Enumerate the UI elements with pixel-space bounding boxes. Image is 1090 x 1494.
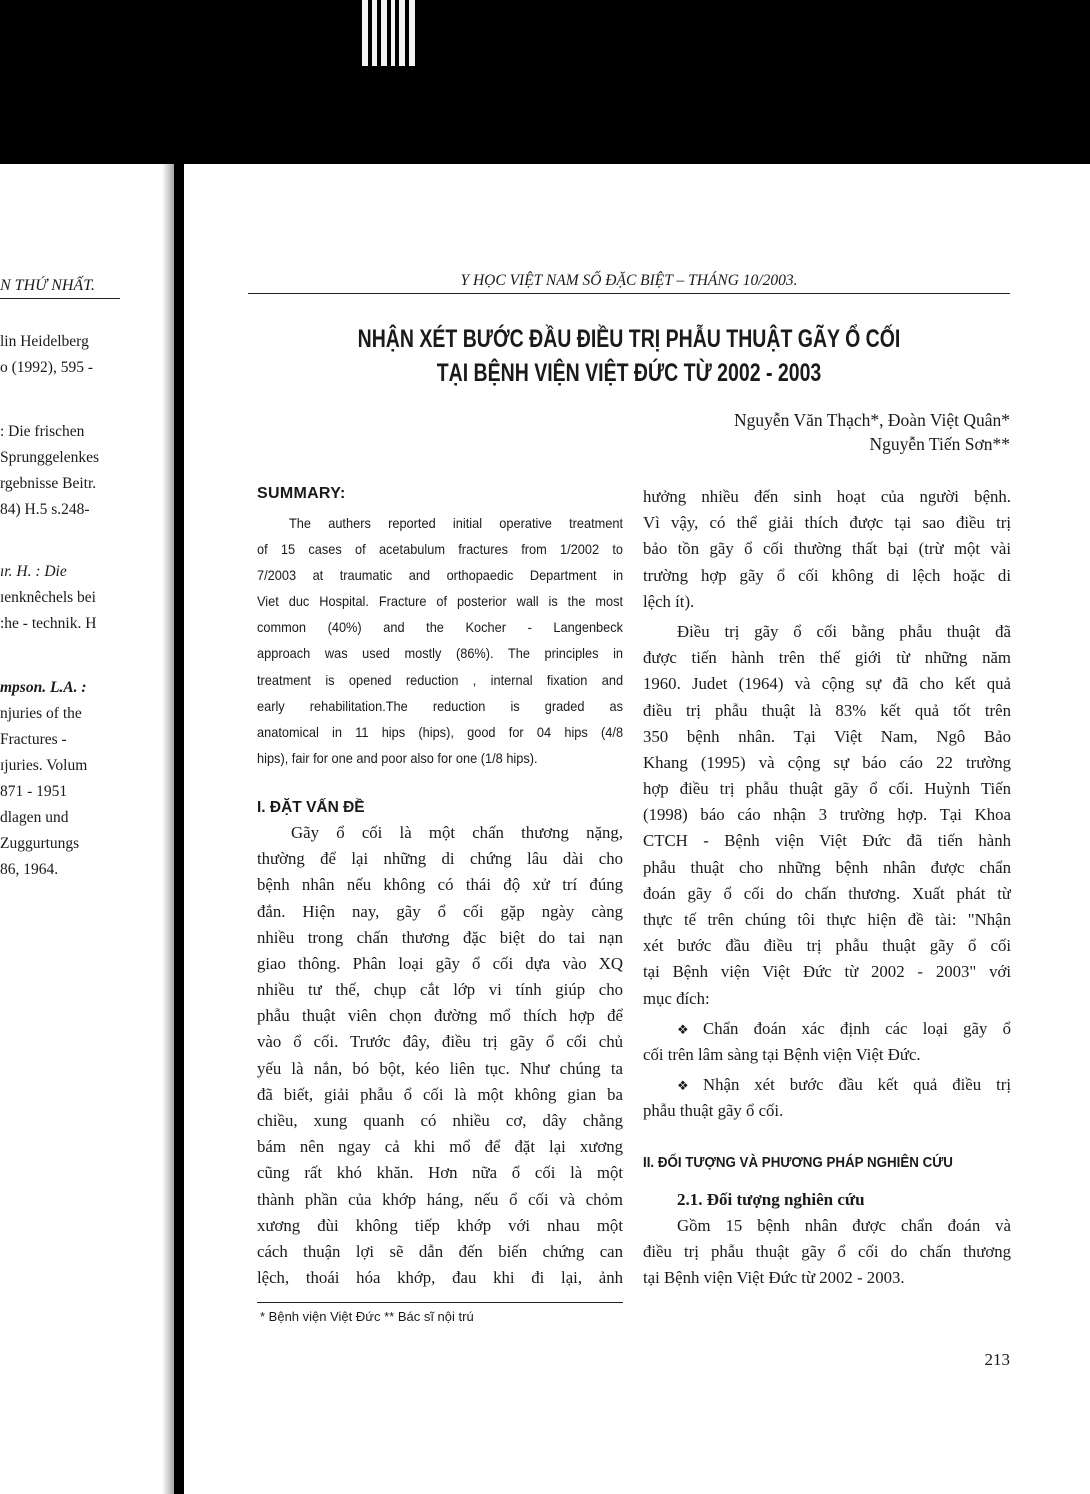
scan-gutter — [174, 152, 184, 1494]
bullet-icon: ❖ — [677, 1021, 689, 1037]
summary-line: Viet duc Hospital. Fracture of posterior wall is the most — [257, 594, 624, 610]
summary-text — [257, 511, 623, 772]
previous-page-line: dlagen und — [0, 809, 69, 826]
section-1-heading: I. ĐẶT VẤN ĐỀ — [257, 798, 365, 816]
author-line-1: Nguyễn Văn Thạch*, Đoàn Việt Quân* — [734, 410, 1010, 430]
summary-line: early rehabilitation.The reduction is graded as — [257, 698, 624, 714]
body-line: 350 bệnh nhân. Tại Việt Nam, Ngô Bảo — [643, 726, 1011, 746]
previous-page-line: : Die frischen — [0, 423, 85, 440]
right-paragraph-2 — [643, 619, 1011, 1012]
body-line: yếu là nắn, bó bột, kéo liên tục. Như chúng ta — [257, 1058, 623, 1078]
bullet-line: cối trên lâm sàng tại Bệnh viện Việt Đức. — [643, 1044, 921, 1064]
previous-page-line: Sprunggelenkes — [0, 449, 100, 466]
body-line: thường để lại những di chứng lâu dài cho — [257, 849, 623, 869]
body-line: bám nên ngay cả khi mổ để đặt lại xương — [257, 1137, 623, 1157]
body-line: bệnh nhân nếu không có thái độ xử trí đúng — [257, 875, 623, 895]
body-line: điều trị phẫu thuật là 83% kết quả tốt trên — [643, 700, 1011, 720]
previous-page-header-rule — [0, 298, 120, 299]
footnote-rule — [257, 1302, 623, 1303]
summary-line: of 15 cases of acetabulum fractures from 1/2002 to — [257, 542, 624, 558]
body-line: giao thông. Phân loại gãy ổ cối dựa vào XQ — [257, 953, 623, 973]
body-line: được tiến hành trên thế giới từ những năm — [643, 648, 1011, 668]
body-line: nhiều trong chấn thương đặc biệt do tai nạn — [257, 927, 623, 947]
previous-page-line: lin Heidelberg — [0, 333, 89, 350]
summary-line: The authers reported initial operative treatment — [288, 516, 624, 531]
body-line: bảo tồn gãy ổ cối thường thất bại (trừ một vài — [643, 539, 1011, 559]
objective-bullet-1 — [643, 1016, 1011, 1068]
scan-tab-marks — [362, 0, 420, 66]
paper-title — [332, 322, 926, 390]
body-line: đoán gãy ổ cối do chấn thương. Xuất phát từ — [643, 883, 1011, 903]
body-line: Vì vậy, có thể giải thích được tại sao điều trị — [643, 513, 1011, 533]
previous-page-line: Fractures - — [0, 731, 67, 748]
previous-page-line: :he - technik. H — [0, 615, 97, 632]
summary-line: approach was used mostly (86%). The principles in — [257, 646, 624, 662]
subsection-2-1-heading: 2.1. Đối tượng nghiên cứu — [677, 1189, 865, 1209]
page-number: 213 — [984, 1350, 1010, 1369]
running-header: Y HỌC VIỆT NAM SỐ ĐẶC BIỆT – THÁNG 10/2003. — [460, 272, 798, 289]
previous-page-line: ɪjuries. Volum — [0, 757, 88, 774]
body-line: phẫu thuật viên chọn đường mổ thích hợp để — [257, 1006, 623, 1026]
body-line: trường hợp gãy ổ cối không di lệch hoặc di — [643, 565, 1011, 585]
section-1-text — [257, 820, 623, 1291]
body-line: lệch ít). — [643, 591, 695, 611]
body-line: 1960. Judet (1964) và cộng sự đã cho kết quả — [643, 674, 1011, 694]
body-line: đã biết, giải phẫu ổ cối là một không gian ba — [257, 1084, 623, 1104]
author-line-2: Nguyễn Tiến Sơn** — [869, 434, 1010, 454]
right-paragraph-3 — [643, 1213, 1011, 1292]
scan-gutter-shadow — [162, 152, 174, 1494]
body-line: cũng rất khó khăn. Hơn nữa ổ cối là một — [257, 1163, 623, 1183]
summary-line: common (40%) and the Kocher - Langenbeck — [257, 620, 624, 636]
paper-title-line-1: NHẬN XÉT BƯỚC ĐẦU ĐIỀU TRỊ PHẪU THUẬT GÃY Ổ CỐI — [357, 325, 901, 353]
body-line: xét bước đầu điều trị phẫu thuật gãy ổ cối — [643, 936, 1011, 956]
body-line: điều trị phẫu thuật gãy ổ cối do chấn thương — [643, 1241, 1011, 1261]
previous-page-line: 871 - 1951 — [0, 783, 68, 800]
body-line: thực tế trên chúng tôi thực hiện đề tài: "Nhận — [643, 910, 1011, 929]
right-column — [643, 484, 1011, 1291]
previous-page-line: 86, 1964. — [0, 861, 59, 878]
previous-page-line: Zuggurtungs — [0, 835, 80, 852]
objective-bullet-2 — [643, 1072, 1011, 1124]
previous-page-line: ɪenknêchels bei — [0, 589, 96, 606]
body-line: lệch, thoái hóa khớp, đau khi đi lại, ảnh — [257, 1268, 623, 1288]
summary-line: 7/2003 at traumatic and orthopaedic Department in — [257, 568, 624, 584]
bullet-line — [643, 1016, 1011, 1042]
previous-page-header: N THỨ NHẤT. — [0, 277, 95, 294]
author-list — [600, 408, 1010, 456]
body-line: tại Bệnh viện Việt Đức từ 2002 - 2003" với — [643, 962, 1011, 982]
previous-page-line: mpson. L.A. : — [0, 679, 87, 696]
summary-line: hips), fair for one and poor also for one (1/8 hips). — [257, 750, 538, 766]
bullet-line — [643, 1072, 1011, 1098]
footnote: * Bệnh viện Việt Đức ** Bác sĩ nội trú — [260, 1309, 474, 1324]
body-line: nhiều tư thế, chụp cắt lớp vi tính giúp cho — [257, 980, 623, 1000]
summary-line: treatment is opened reduction , internal fixation and — [257, 672, 624, 688]
paper-title-line-2: TẠI BỆNH VIỆN VIỆT ĐỨC TỪ 2002 - 2003 — [436, 359, 822, 387]
body-line: mục đích: — [643, 988, 710, 1008]
body-line: thành phần của khớp háng, nếu ổ cối và chỏm — [257, 1189, 623, 1209]
previous-page-line: rgebnisse Beitr. — [0, 475, 97, 492]
body-line: Khang (1995) và cộng sự báo cáo 22 trường — [643, 752, 1011, 772]
body-line: (1998) báo cáo nhận 3 trường hợp. Tại Khoa — [643, 805, 1011, 825]
body-line: hưởng nhiều đến sinh hoạt của người bệnh. — [643, 487, 1011, 506]
body-line: Điều trị gãy ổ cối bằng phẫu thuật đã — [677, 621, 1011, 641]
right-paragraph-1 — [643, 484, 1011, 615]
body-line: tại Bệnh viện Việt Đức từ 2002 - 2003. — [643, 1267, 905, 1287]
summary-line: anatomical in 11 hips (hips), good for 04 hips (4/8 — [257, 724, 624, 740]
previous-page-line: ır. H. : Die — [0, 563, 67, 580]
bullet-icon: ❖ — [677, 1078, 689, 1094]
body-line: hợp điều trị phẫu thuật gãy ổ cối. Huỳnh Tiến — [643, 779, 1011, 799]
body-line: vào ổ cối. Trước đây, điều trị gãy ổ cối chủ — [257, 1032, 623, 1052]
scan-dark-border-top — [0, 0, 1090, 152]
body-line: đắn. Hiện nay, gãy ổ cối gặp ngày càng — [257, 901, 623, 921]
body-line: phẫu thuật cho những bệnh nhân được chẩn — [643, 857, 1011, 877]
bullet-text: Nhận xét bước đầu kết quả điều trị — [703, 1075, 1011, 1095]
previous-page-line: njuries of the — [0, 705, 82, 722]
previous-page-line: 84) H.5 s.248- — [0, 501, 90, 518]
previous-page-line: o (1992), 595 - — [0, 359, 93, 376]
body-line: CTCH - Bệnh viện Việt Đức đã tiến hành — [643, 831, 1011, 851]
body-line: cách thuận lợi sẽ dẫn đến biến chứng can — [257, 1241, 623, 1261]
body-line: Gồm 15 bệnh nhân được chẩn đoán và — [677, 1215, 1011, 1235]
summary-heading: SUMMARY: — [257, 485, 346, 502]
body-line: chiều, xung quanh có nhiều cơ, dây chằng — [257, 1111, 623, 1130]
bullet-text: Chẩn đoán xác định các loại gãy ổ — [703, 1018, 1011, 1038]
section-2-heading: II. ĐỐI TƯỢNG VÀ PHƯƠNG PHÁP NGHIÊN CỨU — [643, 1154, 953, 1171]
body-line: Gãy ổ cối là một chấn thương nặng, — [291, 822, 623, 842]
running-header-rule — [248, 293, 1010, 294]
bullet-line: phẫu thuật gãy ổ cối. — [643, 1101, 784, 1121]
body-line: xương đùi không tiếp khớp với nhau một — [257, 1215, 623, 1235]
left-column — [257, 484, 623, 1291]
